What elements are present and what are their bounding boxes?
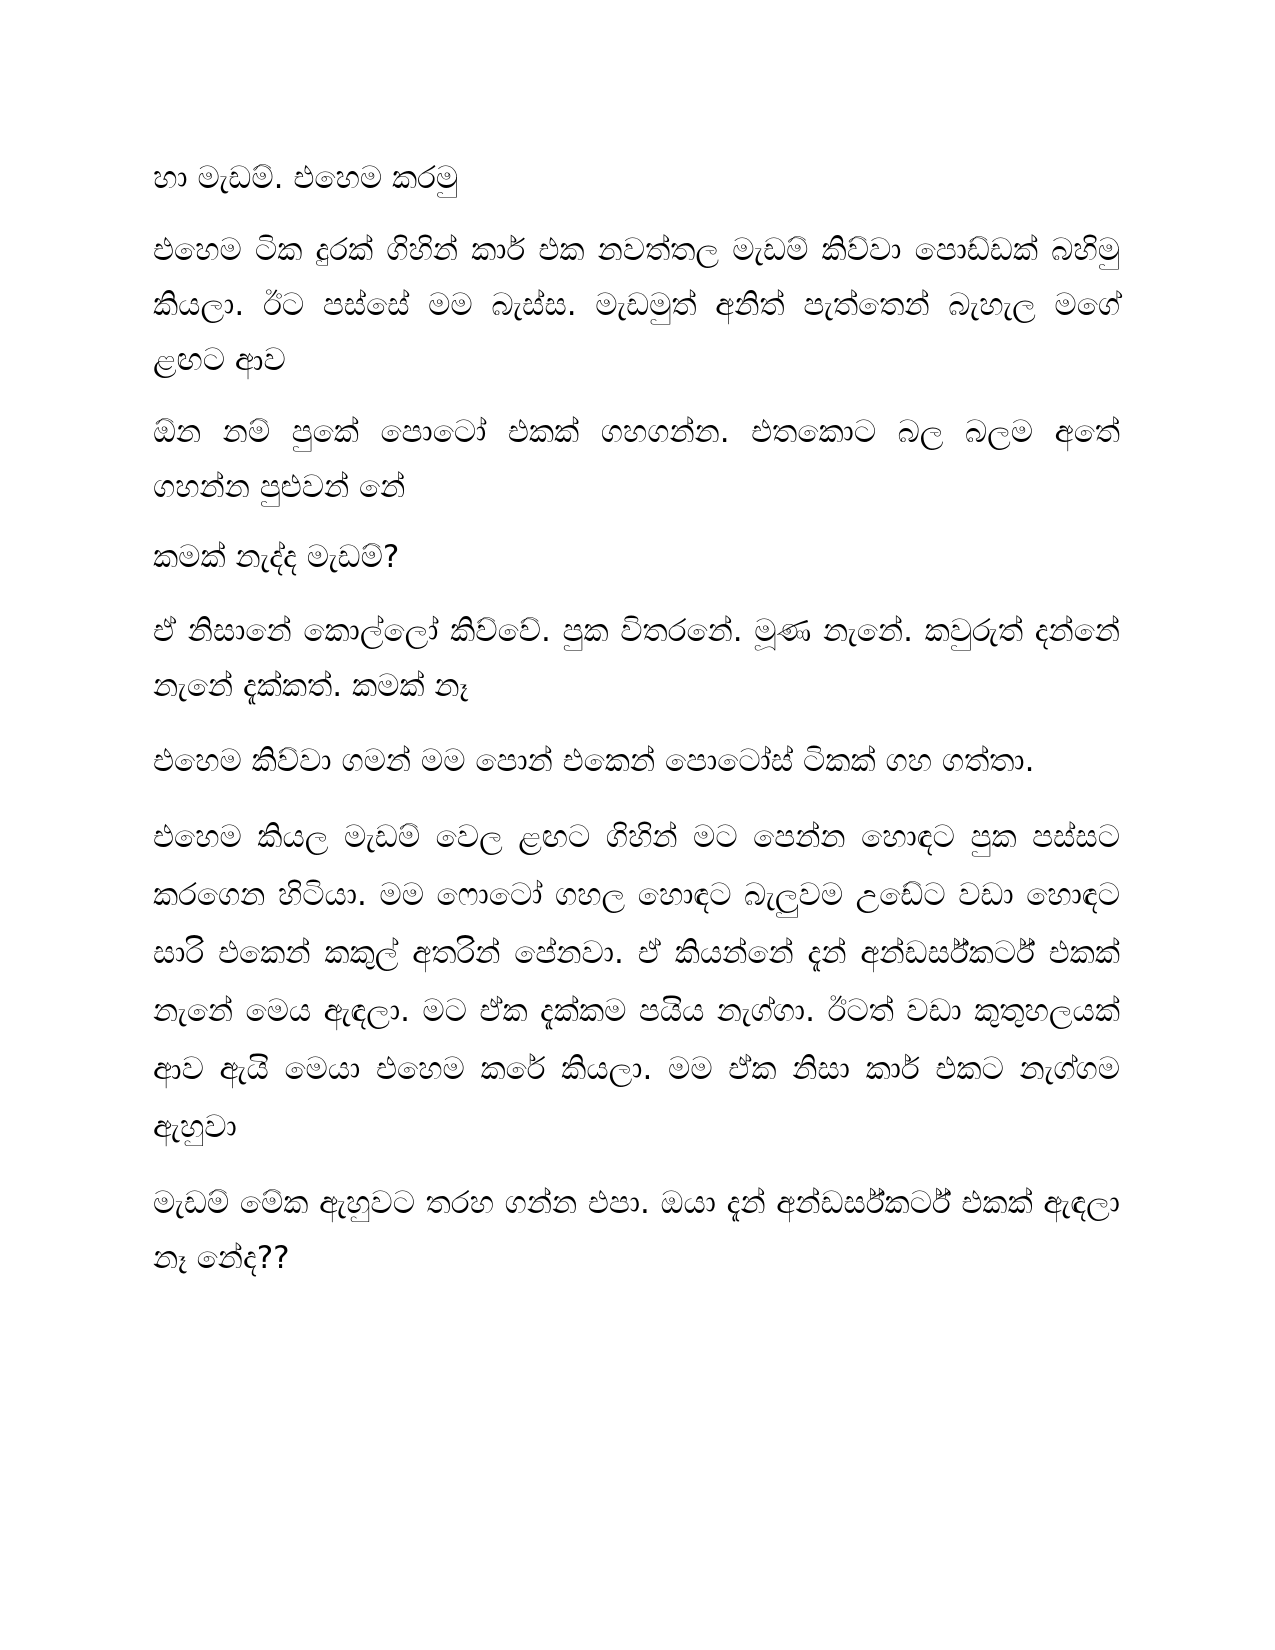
paragraph: එහෙම ටික දුරක් ගිහින් කාර් එක නවත්තල මැඩම් කිව්වා පොඩ්ඩක් බහිමු කියලා. ඊට පස්සේ මම බැස්ස. මැඩමුත් අනිත් පැත්තෙන් බැහැල මගේ ළඟට ආව (153, 232, 1120, 378)
paragraph: එහෙම කිව්වා ගමන් මම පොන් එකෙන් පොටෝස් ටිකක් ගහ ගත්තා. (153, 743, 1035, 779)
paragraph: ඒ නිසානේ කොල්ලෝ කිව්වේ. පුක විතරනේ. මූණ නැනේ. කවුරුත් දන්නේ නැනේ දැක්කත්. කමක් නෑ (153, 613, 1120, 704)
paragraph: මැඩම් මේක ඇහුවට තරහ ගන්න එපා. ඔයා දැන් අන්ඩර්ස්කර්ට් එකක් ඇඳලා නෑ නේද?? (153, 1185, 1120, 1276)
paragraph: හා මැඩම්. එහෙම කරමු (153, 160, 459, 196)
document-body (153, 152, 1120, 1286)
paragraph: කමක් නැද්ද මැඩම්? (153, 539, 400, 575)
paragraph: එහෙම කියල මැඩම් වෙල ළඟට ගිහින් මට පෙන්න හොඳට පුක පස්සට කරගෙන හිටියා. මම ෆොටෝ ගහල හොඳට බැලුවම උඩේට වඩා හොඳට සාරි එකෙන් කකුල් අතරින් පේනවා. ඒ කියන්නේ දැන් අන්ඩර්ස්කර්ට් එකක් නැනේ මෙය ඇඳලා. මට ඒක දැක්කම පයිය නැග්ගා. ඊටත් වඩා කුතුහලයක් ආව ඇයි මෙයා එහෙම කරේ කියලා. මම ඒක නිසා කාර් එකට නැග්ගම ඇහුවා (153, 819, 1120, 1145)
paragraph: ඕන නම් පුකේ පොටෝ එකක් ගහගන්න. එතකොට බල බලම අතේ ගහන්න පුළුවන් නේ (153, 414, 1120, 505)
